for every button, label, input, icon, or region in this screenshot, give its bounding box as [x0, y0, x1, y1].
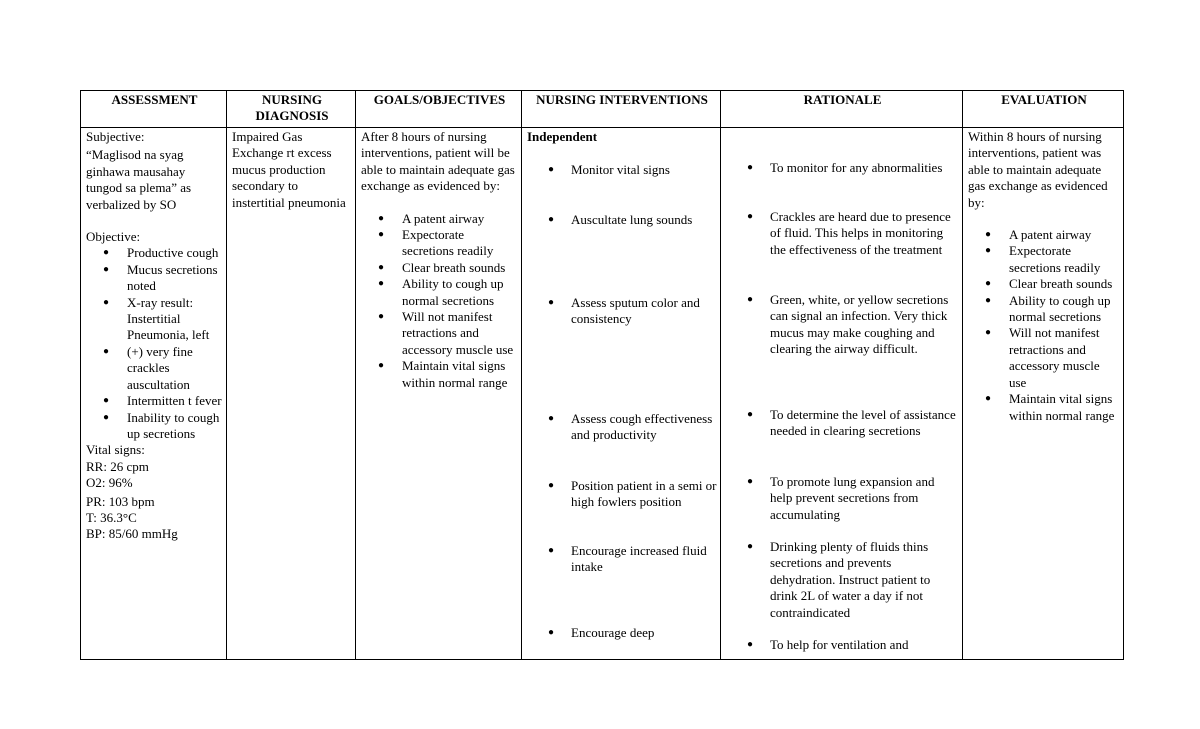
objective-item: ● Productive cough: [127, 245, 223, 261]
header-rationale: RATIONALE: [721, 91, 963, 128]
goals-list: [361, 211, 518, 391]
vital-temp: T: 36.3°C: [86, 509, 137, 525]
objective-label: Objective:: [86, 229, 141, 245]
diagnosis-cell: [227, 128, 356, 660]
intervention-item: ● Auscultate lung sounds: [571, 212, 717, 228]
body-row: [81, 128, 1124, 660]
interventions-cell: [522, 128, 721, 660]
vital-pr: PR: 103 bpm: [86, 493, 155, 509]
goal-item: ● Maintain vital signs within normal range: [402, 358, 518, 391]
vital-signs-label: Vital signs:: [86, 442, 145, 458]
vital-bp: BP: 85/60 mmHg: [86, 526, 178, 542]
rationale-item: ● Drinking plenty of fluids thins secretions and prevents dehydration. Instruct patient to drink 2L of water a day if not contraindicated: [770, 539, 959, 621]
goal-item: ● Expectorate secretions readily: [402, 227, 518, 260]
rationale-item: ● Green, white, or yellow secretions can signal an infection. Very thick mucus may make coughing and clearing the airway difficult.: [770, 292, 959, 358]
header-goals: GOALS/OBJECTIVES: [356, 91, 522, 128]
intervention-item: ● Assess cough effectiveness and productivity: [571, 411, 717, 444]
evaluation-list: [968, 227, 1120, 424]
rationale-cell: [721, 128, 963, 660]
intervention-item: ● Monitor vital signs: [571, 162, 717, 178]
vital-rr: RR: 26 cpm: [86, 458, 149, 474]
rationale-item: ● To determine the level of assistance needed in clearing secretions: [770, 407, 959, 440]
objective-list: [86, 245, 223, 442]
evaluation-item: ● Maintain vital signs within normal range: [1009, 391, 1120, 424]
evaluation-item: ● Will not manifest retractions and accessory muscle use: [1009, 325, 1120, 391]
intervention-item: ● Position patient in a semi or high fowlers position: [571, 478, 717, 511]
evaluation-cell: [963, 128, 1124, 660]
objective-item: ● (+) very fine crackles auscultation: [127, 344, 223, 393]
objective-item: ● Intermitten t fever: [127, 393, 223, 409]
goal-item: ● Ability to cough up normal secretions: [402, 276, 518, 309]
intervention-item: ● Assess sputum color and consistency: [571, 295, 717, 328]
evaluation-item: ● A patent airway: [1009, 227, 1120, 243]
header-evaluation: EVALUATION: [963, 91, 1124, 128]
goals-intro: After 8 hours of nursing interventions, patient will be able to maintain adequate gas exchange as evidenced by:: [361, 129, 515, 194]
rationale-item: ● To help for ventilation and: [770, 637, 959, 653]
assessment-cell: [81, 128, 227, 660]
objective-item: ● Inability to cough up secretions: [127, 410, 223, 443]
intervention-item: ● Encourage increased fluid intake: [571, 543, 717, 576]
evaluation-item: ● Expectorate secretions readily: [1009, 243, 1120, 276]
goal-item: ● Clear breath sounds: [402, 260, 518, 276]
diagnosis-text: Impaired Gas Exchange rt excess mucus production secondary to instertitial pneumonia: [232, 129, 346, 210]
goals-cell: [356, 128, 522, 660]
header-interventions: NURSING INTERVENTIONS: [522, 91, 721, 128]
goal-item: ● A patent airway: [402, 211, 518, 227]
subjective-quote: “Maglisod na syag ginhawa mausahay tungod sa plema” as verbalized by SO: [86, 147, 192, 212]
objective-item: ● Mucus secretions noted: [127, 262, 223, 295]
header-assessment: ASSESSMENT: [81, 91, 227, 128]
goal-item: ● Will not manifest retractions and accessory muscle use: [402, 309, 518, 358]
rationale-item: ● To monitor for any abnormalities: [770, 160, 959, 176]
evaluation-intro: Within 8 hours of nursing interventions, patient was able to maintain adequate gas exchange as evidenced by:: [968, 129, 1108, 210]
evaluation-item: ● Ability to cough up normal secretions: [1009, 293, 1120, 326]
interventions-heading: Independent: [527, 129, 598, 144]
nursing-care-plan-table: [80, 90, 1124, 660]
header-row: [81, 91, 1124, 128]
objective-item: ● X-ray result: Instertitial Pneumonia, left: [127, 295, 223, 344]
header-diagnosis: NURSING DIAGNOSIS: [227, 91, 356, 128]
rationale-item: ● Crackles are heard due to presence of fluid. This helps in monitoring the effectiveness of the treatment: [770, 209, 959, 258]
vital-o2: O2: 96%: [86, 475, 133, 491]
evaluation-item: ● Clear breath sounds: [1009, 276, 1120, 292]
intervention-item: ● Encourage deep: [571, 625, 717, 641]
subjective-label: Subjective:: [86, 129, 145, 144]
rationale-item: ● To promote lung expansion and help prevent secretions from accumulating: [770, 474, 959, 523]
